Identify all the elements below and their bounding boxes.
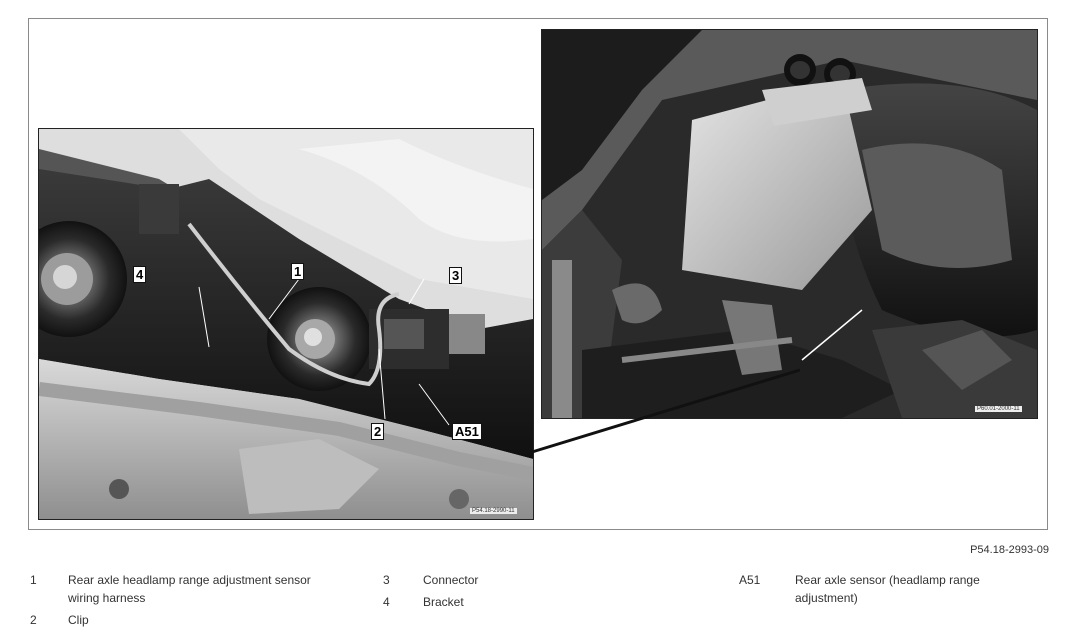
callout-1: 1 xyxy=(291,263,304,280)
legend-num: A51 xyxy=(739,573,761,587)
legend-num: 2 xyxy=(30,613,37,627)
left-photo-code: P54.18-2990-11 xyxy=(472,508,515,514)
legend-num: 3 xyxy=(383,573,390,587)
figure-reference-code: P54.18-2993-09 xyxy=(970,544,1049,556)
legend-text: Bracket xyxy=(423,595,464,609)
callout-a51: A51 xyxy=(452,423,482,440)
callout-3: 3 xyxy=(449,267,462,284)
right-photo-code: P60.01-2000-11 xyxy=(977,406,1020,412)
callout-2: 2 xyxy=(371,423,384,440)
legend-text: Rear axle sensor (headlamp range adjustment) xyxy=(795,573,980,605)
legend-num: 4 xyxy=(383,595,390,609)
legend-num: 1 xyxy=(30,573,37,587)
callout-4: 4 xyxy=(133,266,146,283)
legend-text: Connector xyxy=(423,573,479,587)
legend-text: Clip xyxy=(68,613,89,627)
legend-text: Rear axle headlamp range adjustment sensor wiring harness xyxy=(68,573,311,605)
